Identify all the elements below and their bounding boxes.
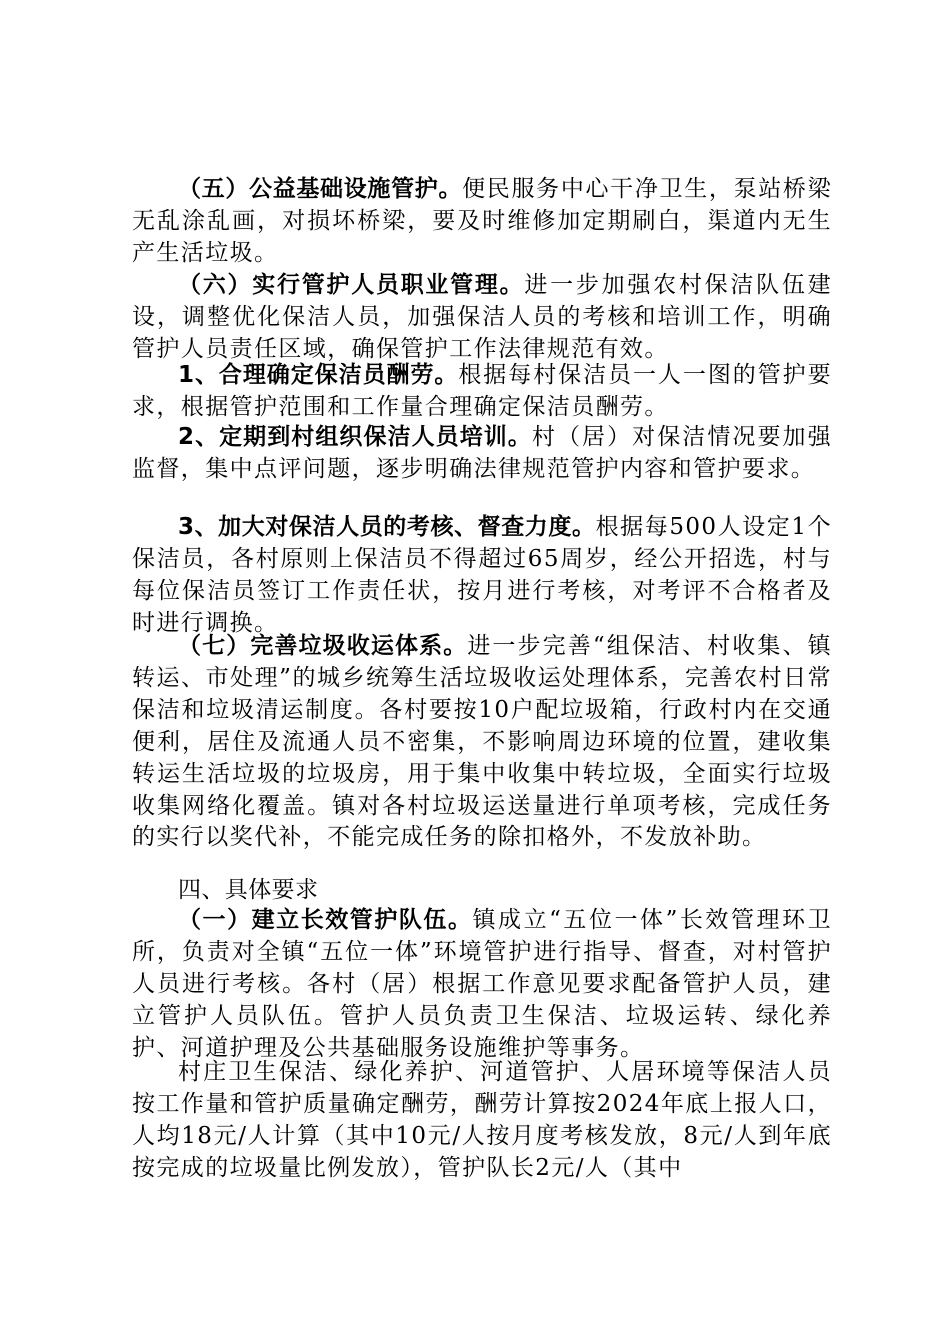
paragraph-body: 便民服务中心干净卫生，泵站桥梁无乱涂乱画，对损坏桥梁，要及时维修加定期刷白，渠道内无生产生活垃圾。: [132, 176, 832, 266]
paragraph-body: 村庄卫生保洁、绿化养护、河道管护、人居环境等保洁人员按工作量和管护质量确定酬劳，酬劳计算按2024年底上报人口，人均18元/人计算（其中10元/人按月度考核发放，8元/人到年底按完成的垃圾量比例发放），管护队长2元/人（其中: [132, 1059, 832, 1181]
paragraph-body: 镇成立“五位一体”长效管理环卫所，负责对全镇“五位一体”环境管护进行指导、督查，对村管护人员进行考核。各村（居）根据工作意见要求配备管护人员，建立管护人员队伍。管护人员负责卫生保洁、垃圾运转、绿化养护、河道护理及公共基础服务设施维护等事务。: [132, 907, 832, 1061]
paragraph-heading: 1、合理确定保洁员酬劳。: [178, 362, 459, 388]
paragraph-public-facilities: [132, 174, 832, 270]
paragraph-body: 根据每村保洁员一人一图的管护要求，根据管护范围和工作量合理确定保洁员酬劳。: [132, 362, 832, 420]
section-heading-specific-requirements: [132, 875, 832, 907]
paragraph-heading: （五）公益基础设施管护。: [178, 176, 463, 202]
paragraph-heading: （一）建立长效管护队伍。: [178, 907, 473, 933]
paragraph-body: 村（居）对保洁情况要加强监督，集中点评问题，逐步明确法律规范管护内容和管护要求。: [132, 424, 832, 482]
paragraph-heading: （七）完善垃圾收运体系。: [178, 633, 468, 659]
paragraph-heading: 2、定期到村组织保洁人员培训。: [178, 424, 532, 450]
paragraph-body: 根据每500人设定1个保洁员，各村原则上保洁员不得超过65周岁，经公开招选，村与每位保洁员签订工作责任状，按月进行考核，对考评不合格者及时进行调换。: [132, 514, 832, 636]
paragraph-pay-calculation: [132, 1057, 832, 1185]
paragraph-body: 进一步完善“组保洁、村收集、镇转运、市处理”的城乡统筹生活垃圾收运处理体系，完善农村日常保洁和垃圾清运制度。各村要按10户配垃圾箱，行政村内在交通便利，居住及流通人员不密集，不影响周边环境的位置，建收集转运生活垃圾的垃圾房，用于集中收集中转垃圾，全面实行垃圾收集网络化覆盖。镇对各村垃圾运送量进行单项考核，完成任务的实行以奖代补，不能完成任务的除扣格外，不发放补助。: [132, 633, 832, 851]
paragraph-heading: （六）实行管护人员职业管理。: [178, 272, 525, 298]
paragraph-cleaner-assessment: [132, 512, 832, 640]
paragraph-heading: 3、加大对保洁人员的考核、督查力度。: [178, 514, 596, 540]
paragraph-body: 进一步加强农村保洁队伍建设，调整优化保洁人员，加强保洁人员的考核和培训工作，明确管护人员责任区域，确保管护工作法律规范有效。: [132, 272, 832, 362]
paragraph-staff-management: [132, 270, 832, 366]
paragraph-maintenance-team: [132, 905, 832, 1065]
paragraph-cleaner-pay: [132, 360, 832, 424]
section-title: 四、具体要求: [178, 877, 319, 903]
paragraph-cleaner-training: [132, 422, 832, 486]
paragraph-garbage-system: [132, 631, 832, 854]
